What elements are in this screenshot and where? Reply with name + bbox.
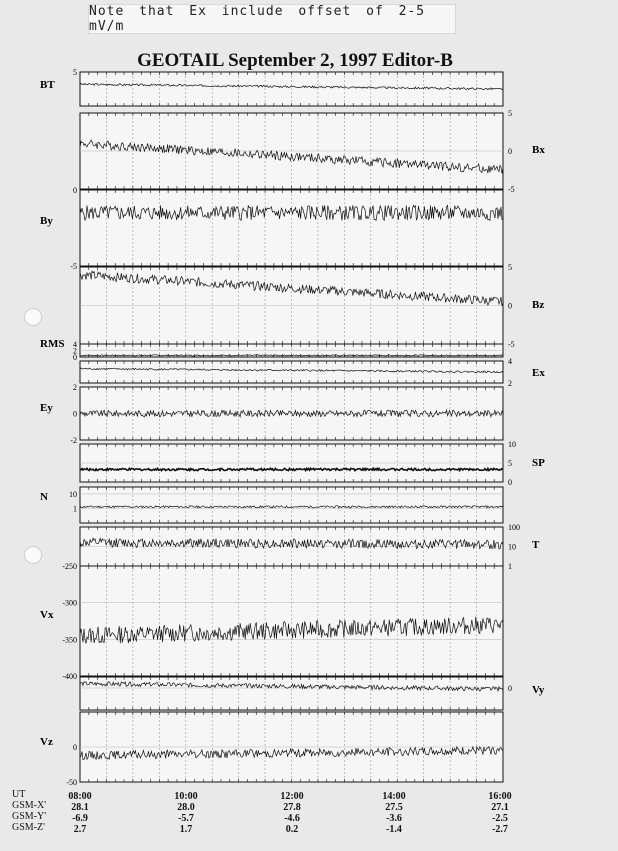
tick-label: 0 <box>508 478 512 487</box>
tick-label: 0 <box>73 409 77 419</box>
panel-label-t: T <box>532 539 540 551</box>
panel-label-rms: RMS <box>40 338 65 350</box>
footer-gsm-y: -6.9 <box>72 813 88 824</box>
tick-label: 0 <box>508 147 512 156</box>
footer-ut: 08:00 <box>68 791 92 802</box>
footer-gsm-z: -2.7 <box>492 824 508 835</box>
footer-gsm-y: -5.7 <box>178 813 194 824</box>
footer-label-ut: UT <box>12 789 26 800</box>
panel-t <box>80 523 540 571</box>
footer-gsm-x: 27.5 <box>385 802 403 813</box>
tick-label: -5 <box>508 185 515 194</box>
tick-label: 5 <box>508 459 512 468</box>
tick-label: 4 <box>73 340 77 349</box>
tick-label: -2 <box>70 436 77 445</box>
panel-ex <box>80 357 545 388</box>
panel-label-bx: Bx <box>532 144 545 156</box>
offset-note: Note that Ex include offset of 2-5 mV/m <box>88 4 456 34</box>
footer-ut: 14:00 <box>382 791 406 802</box>
tick-label: 0 <box>508 301 512 311</box>
panel-vy <box>80 677 545 710</box>
panel-by <box>40 186 503 271</box>
footer-gsm-z: 0.2 <box>285 824 299 835</box>
panel-label-ex: Ex <box>532 367 545 379</box>
tick-label: 2 <box>508 379 512 388</box>
panel-bx <box>80 109 545 194</box>
footer-gsm-z: -1.4 <box>386 824 402 835</box>
panel-label-vx: Vx <box>40 609 54 621</box>
footer-gsm-y: -3.6 <box>386 813 402 824</box>
tick-label: -50 <box>66 778 77 787</box>
tick-label: 0 <box>508 684 512 693</box>
footer-label-gsm-x: GSM-X' <box>12 800 47 811</box>
panel-bt <box>40 68 503 106</box>
panel-label-n: N <box>40 491 48 503</box>
panel-label-sp: SP <box>532 457 545 469</box>
panel-frame <box>80 361 503 383</box>
footer-ut: 10:00 <box>174 791 198 802</box>
tick-label: 4 <box>508 357 512 366</box>
footer-ut: 16:00 <box>488 791 512 802</box>
panel-sp <box>80 440 545 487</box>
tick-label: -250 <box>62 562 77 571</box>
panel-bz <box>80 263 544 349</box>
tick-label: 0 <box>73 743 77 752</box>
footer-gsm-x: 27.8 <box>283 802 301 813</box>
footer-gsm-y: -4.6 <box>284 813 300 824</box>
tick-label: 5 <box>508 109 512 118</box>
tick-label: -5 <box>508 340 515 349</box>
panel-label-bt: BT <box>40 79 55 91</box>
panel-vz <box>40 712 503 787</box>
footer-label-gsm-y: GSM-Y' <box>12 811 47 822</box>
panel-n <box>40 487 503 523</box>
tick-label: 0 <box>73 186 77 195</box>
footer-gsm-y: -2.5 <box>492 813 508 824</box>
footer-gsm-z: 1.7 <box>179 824 193 835</box>
footer-ut: 12:00 <box>280 791 304 802</box>
tick-label: 2 <box>73 346 77 356</box>
tick-label: 10 <box>508 440 516 449</box>
tick-label: 1 <box>508 562 512 571</box>
panel-ey <box>40 383 503 445</box>
tick-label: 2 <box>73 383 77 392</box>
tick-label: 0 <box>73 353 77 362</box>
panel-label-bz: Bz <box>532 299 545 311</box>
footer-gsm-x: 27.1 <box>491 802 509 813</box>
tick-label: 5 <box>508 263 512 272</box>
footer-gsm-x: 28.0 <box>177 802 195 813</box>
panel-vx <box>40 562 503 681</box>
tick-label: -5 <box>70 262 77 271</box>
panel-label-vz: Vz <box>40 736 53 748</box>
tick-label: -300 <box>62 598 77 608</box>
chart-title: GEOTAIL September 2, 1997 Editor-B <box>137 50 453 71</box>
panel-label-by: By <box>40 215 53 227</box>
panel-label-ey: Ey <box>40 402 53 414</box>
footer-label-gsm-z: GSM-Z' <box>12 822 45 833</box>
tick-label: 10 <box>69 489 77 499</box>
tick-label: 100 <box>508 523 520 532</box>
tick-label: -350 <box>62 635 77 645</box>
tick-label: 5 <box>73 68 77 77</box>
footer-gsm-x: 28.1 <box>71 802 89 813</box>
tick-label: 1 <box>73 504 77 514</box>
tick-label: -400 <box>62 672 77 681</box>
footer-gsm-z: 2.7 <box>73 824 87 835</box>
tick-label: 10 <box>508 542 516 552</box>
panel-label-vy: Vy <box>532 684 545 696</box>
